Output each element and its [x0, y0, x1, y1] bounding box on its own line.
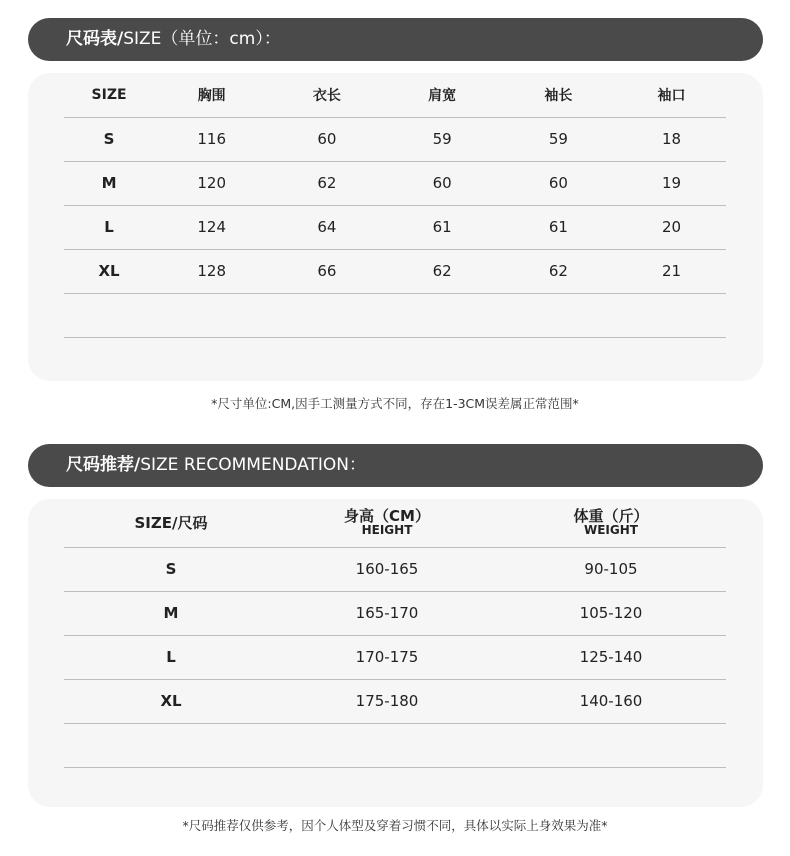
- length-cell: 64: [269, 205, 384, 249]
- empty-cell: [64, 293, 726, 337]
- height-cell: 160-165: [278, 547, 496, 591]
- size-chart-header-row: [64, 73, 726, 117]
- table-row: [64, 591, 726, 635]
- chest-cell: 124: [154, 205, 269, 249]
- sleeve-cell: 62: [500, 249, 617, 293]
- empty-table-row: [64, 723, 726, 767]
- table-row: [64, 635, 726, 679]
- size-chart-header-shoulder: 肩宽: [385, 73, 500, 117]
- cuff-cell: 19: [617, 161, 726, 205]
- header-sub-label: WEIGHT: [584, 523, 638, 538]
- sleeve-cell: 60: [500, 161, 617, 205]
- recommendation-header-row: [64, 499, 726, 547]
- size-chart-card: [28, 73, 763, 381]
- header-main-label: 体重（斤）: [573, 507, 649, 526]
- size-cell: S: [64, 117, 154, 161]
- size-chart-table: [64, 73, 726, 338]
- size-cell: S: [64, 547, 278, 591]
- shoulder-cell: 62: [385, 249, 500, 293]
- size-chart-header-sleeve: 袖长: [500, 73, 617, 117]
- shoulder-cell: 61: [385, 205, 500, 249]
- length-cell: 66: [269, 249, 384, 293]
- header-sub-label: HEIGHT: [361, 523, 413, 538]
- size-cell: M: [64, 161, 154, 205]
- empty-table-row: [64, 293, 726, 337]
- shoulder-cell: 60: [385, 161, 500, 205]
- length-cell: 60: [269, 117, 384, 161]
- size-chart-banner-title: 尺码表/: [66, 29, 124, 49]
- sleeve-cell: 61: [500, 205, 617, 249]
- size-cell: XL: [64, 249, 154, 293]
- weight-cell: 105-120: [496, 591, 726, 635]
- recommendation-header-height: [278, 499, 496, 547]
- header-main-label: SIZE/尺码: [134, 513, 208, 532]
- sleeve-cell: 59: [500, 117, 617, 161]
- table-row: [64, 161, 726, 205]
- size-chart-banner: [28, 18, 763, 61]
- recommendation-header-size: [64, 499, 278, 547]
- shoulder-cell: 59: [385, 117, 500, 161]
- weight-cell: 140-160: [496, 679, 726, 723]
- size-chart-banner-subtitle: SIZE（单位：cm）：: [123, 29, 281, 49]
- recommendation-banner: [28, 444, 763, 487]
- size-chart-note: *尺寸单位:CM,因手工测量方式不同，存在1-3CM误差属正常范围*: [211, 396, 579, 411]
- size-cell: M: [64, 591, 278, 635]
- table-row: [64, 205, 726, 249]
- size-cell: XL: [64, 679, 278, 723]
- size-chart-header-length: 衣长: [269, 73, 384, 117]
- table-row: [64, 117, 726, 161]
- recommendation-header-weight: [496, 499, 726, 547]
- chest-cell: 120: [154, 161, 269, 205]
- recommendation-banner-subtitle: SIZE RECOMMENDATION：: [140, 455, 367, 475]
- height-cell: 170-175: [278, 635, 496, 679]
- cuff-cell: 18: [617, 117, 726, 161]
- size-cell: L: [64, 205, 154, 249]
- cuff-cell: 20: [617, 205, 726, 249]
- height-cell: 175-180: [278, 679, 496, 723]
- length-cell: 62: [269, 161, 384, 205]
- chest-cell: 128: [154, 249, 269, 293]
- recommendation-table: [64, 499, 726, 768]
- table-row: [64, 249, 726, 293]
- weight-cell: 90-105: [496, 547, 726, 591]
- weight-cell: 125-140: [496, 635, 726, 679]
- recommendation-banner-title: 尺码推荐/: [66, 455, 141, 475]
- size-chart-header-size: SIZE: [64, 73, 154, 117]
- size-chart-header-cuff: 袖口: [617, 73, 726, 117]
- recommendation-note: *尺码推荐仅供参考，因个人体型及穿着习惯不同，具体以实际上身效果为准*: [182, 818, 608, 833]
- table-row: [64, 679, 726, 723]
- size-chart-header-chest: 胸围: [154, 73, 269, 117]
- size-cell: L: [64, 635, 278, 679]
- chest-cell: 116: [154, 117, 269, 161]
- recommendation-card: [28, 499, 763, 807]
- header-main-label: 身高（CM）: [344, 507, 430, 526]
- height-cell: 165-170: [278, 591, 496, 635]
- empty-cell: [64, 723, 726, 767]
- table-row: [64, 547, 726, 591]
- cuff-cell: 21: [617, 249, 726, 293]
